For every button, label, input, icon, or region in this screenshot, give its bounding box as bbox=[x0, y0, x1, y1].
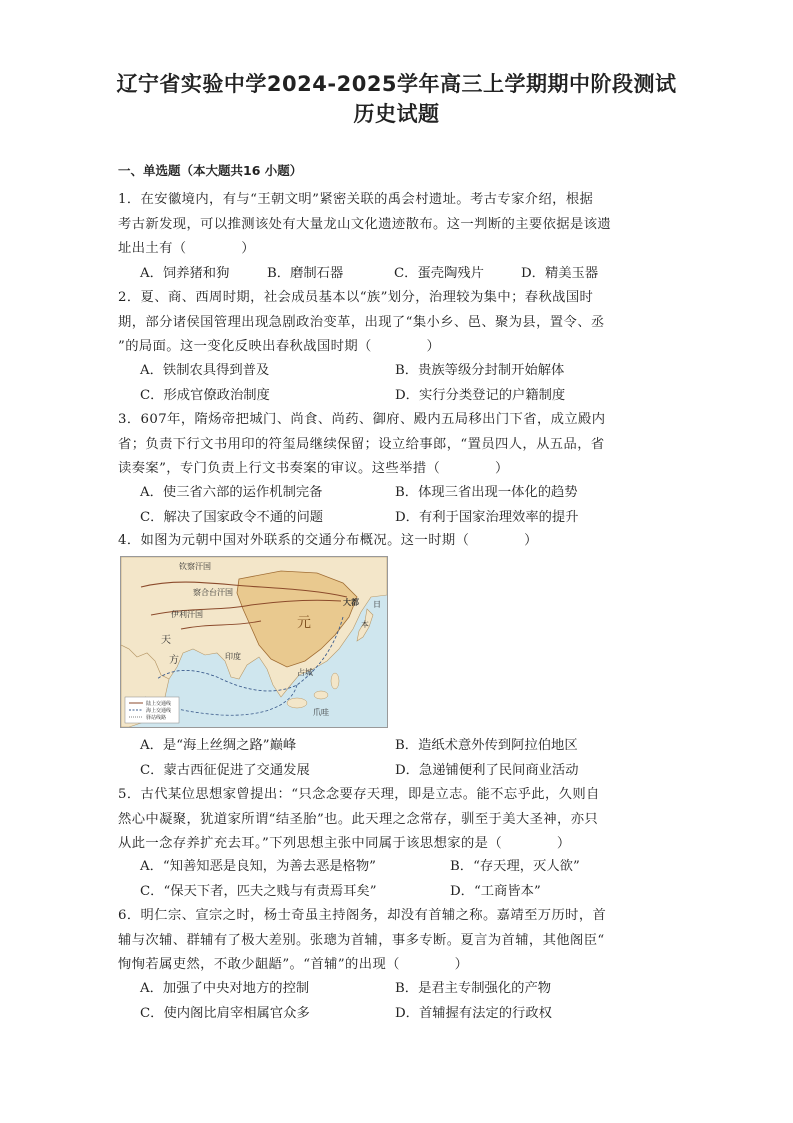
section-heading: 一、单选题（本大题共16 小题） bbox=[118, 163, 303, 178]
question-2-line-1: 2．夏、商、西周时期，社会成员基本以“族”划分，治理较为集中；春秋战国时 bbox=[118, 290, 594, 305]
option-a[interactable]: A．铁制农具得到普及 bbox=[140, 363, 270, 378]
question-6-line-3: 恂恂若属吏然，不敢少龃龉”。“首辅”的出现（ ） bbox=[118, 957, 469, 972]
question-4-line-1: 4．如图为元朝中国对外联系的交通分布概况。这一时期（ ） bbox=[118, 533, 538, 548]
question-1 bbox=[118, 188, 678, 262]
question-3-options bbox=[140, 481, 680, 530]
option-b[interactable]: B．是君主专制强化的产物 bbox=[395, 981, 552, 996]
legend-sea-route: 海上交通线 bbox=[146, 708, 172, 714]
map-label-yuan: 元 bbox=[297, 615, 311, 631]
option-d[interactable]: D．“工商皆本” bbox=[450, 883, 541, 899]
option-b[interactable]: B．“存天理，灭人欲” bbox=[450, 859, 580, 874]
option-d[interactable]: D．首辅握有法定的行政权 bbox=[395, 1005, 552, 1021]
question-2-line-2: 期，部分诸侯国管理出现急剧政治变革，出现了“集小乡、邑、聚为县，置令、丞 bbox=[118, 314, 605, 330]
option-d[interactable]: D．精美玉器 bbox=[521, 266, 599, 281]
question-5-line-3: 从此一念存养扩充去耳。”下列思想主张中同属于该思想家的是（ ） bbox=[118, 836, 571, 851]
map-label-chagatai: 察合台汗国 bbox=[193, 588, 233, 597]
option-a[interactable]: A．使三省六部的运作机制完备 bbox=[140, 485, 323, 500]
map-label-ben: 本 bbox=[361, 620, 369, 629]
question-1-line-1: 1．在安徽境内，有与“王朝文明”紧密关联的禹会村遗址。考古专家介绍，根据 bbox=[118, 192, 594, 207]
option-d[interactable]: D．实行分类登记的户籍制度 bbox=[395, 387, 566, 403]
question-1-line-3: 址出土有（ ） bbox=[118, 241, 255, 256]
question-1-line-2: 考古新发现，可以推测该处有大量龙山文化遗迹散布。这一判断的主要依据是该遗 bbox=[118, 216, 612, 232]
option-c[interactable]: C．解决了国家政令不通的问题 bbox=[140, 509, 324, 525]
question-6-line-1: 6．明仁宗、宣宗之时，杨士奇虽主持阁务，却没有首辅之称。嘉靖至万历时，首 bbox=[118, 908, 607, 923]
map-label-ilkhanate: 伊利汗国 bbox=[171, 610, 203, 619]
option-c[interactable]: C．形成官僚政治制度 bbox=[140, 387, 270, 403]
question-5-line-1: 5．古代某位思想家曾提出：“只念念要存天理，即是立志。能不忘乎此，久则自 bbox=[118, 787, 600, 802]
question-6-line-2: 辅与次辅、群辅有了极大差别。张璁为首辅，事多专断。夏言为首辅，其他阁臣“ bbox=[118, 932, 605, 948]
question-3 bbox=[118, 408, 678, 482]
question-1-options bbox=[140, 262, 680, 287]
yuan-dynasty-map bbox=[120, 556, 388, 728]
question-4-options bbox=[140, 734, 680, 783]
option-c[interactable]: C．“保天下者，匹夫之贱与有责焉耳矣” bbox=[140, 883, 377, 899]
map-label-java: 爪哇 bbox=[313, 708, 329, 717]
option-a[interactable]: A．是“海上丝绸之路”巅峰 bbox=[140, 738, 297, 753]
option-b[interactable]: B．磨制石器 bbox=[267, 266, 344, 281]
question-4 bbox=[118, 529, 678, 554]
question-5-line-2: 然心中凝聚，犹道家所谓“结圣胎”也。此天理之念常存，驯至于美大圣神，亦只 bbox=[118, 811, 599, 827]
question-5-options bbox=[140, 855, 680, 904]
option-d[interactable]: D．有利于国家治理效率的提升 bbox=[395, 509, 579, 525]
question-3-line-1: 3．607年，隋炀帝把城门、尚食、尚药、御府、殿内五局移出门下省，成立殿内 bbox=[118, 412, 606, 427]
option-a[interactable]: A．加强了中央对地方的控制 bbox=[140, 981, 310, 996]
option-c[interactable]: C．蛋壳陶残片 bbox=[394, 266, 484, 281]
legend-land-route: 陆上交通线 bbox=[146, 701, 172, 707]
question-2-options bbox=[140, 359, 680, 408]
map-label-ri: 日 bbox=[373, 600, 381, 609]
option-b[interactable]: B．贵族等级分封制开始解体 bbox=[395, 363, 565, 378]
exam-title-line2: 历史试题 bbox=[353, 102, 440, 126]
map-label-dadu: 大都 bbox=[343, 598, 359, 607]
map-label-tian: 天 bbox=[161, 635, 171, 646]
question-3-line-3: 读奏案”，专门负责上行文书奏案的审议。这些举措（ ） bbox=[118, 461, 509, 476]
map-label-champa: 占城 bbox=[297, 668, 313, 677]
option-b[interactable]: B．造纸术意外传到阿拉伯地区 bbox=[395, 738, 578, 753]
question-6 bbox=[118, 904, 678, 978]
question-3-line-2: 省；负责下行文书用印的符玺局继续保留；设立给事郎，“置员四人，从五品，省 bbox=[118, 436, 605, 452]
map-label-kipchak: 钦察汗国 bbox=[179, 562, 211, 571]
option-d[interactable]: D．急递铺便利了民间商业活动 bbox=[395, 762, 579, 778]
option-c[interactable]: C．使内阁比肩宰相属官众多 bbox=[140, 1005, 310, 1021]
exam-title-line1: 辽宁省实验中学2024-2025学年高三上学期期中阶段测试 bbox=[116, 72, 677, 96]
option-c[interactable]: C．蒙古西征促进了交通发展 bbox=[140, 762, 310, 778]
map-label-india: 印度 bbox=[225, 652, 241, 661]
question-6-options bbox=[140, 977, 680, 1026]
option-a[interactable]: A．饲养猪和狗 bbox=[140, 266, 230, 281]
legend-post-route: 驿站线路 bbox=[146, 715, 167, 721]
option-a[interactable]: A．“知善知恶是良知，为善去恶是格物” bbox=[140, 859, 376, 874]
question-2 bbox=[118, 286, 678, 360]
map-label-fang: 方 bbox=[169, 655, 179, 666]
question-5 bbox=[118, 783, 678, 857]
option-b[interactable]: B．体现三省出现一体化的趋势 bbox=[395, 485, 578, 500]
question-2-line-3: ”的局面。这一变化反映出春秋战国时期（ ） bbox=[118, 339, 441, 354]
